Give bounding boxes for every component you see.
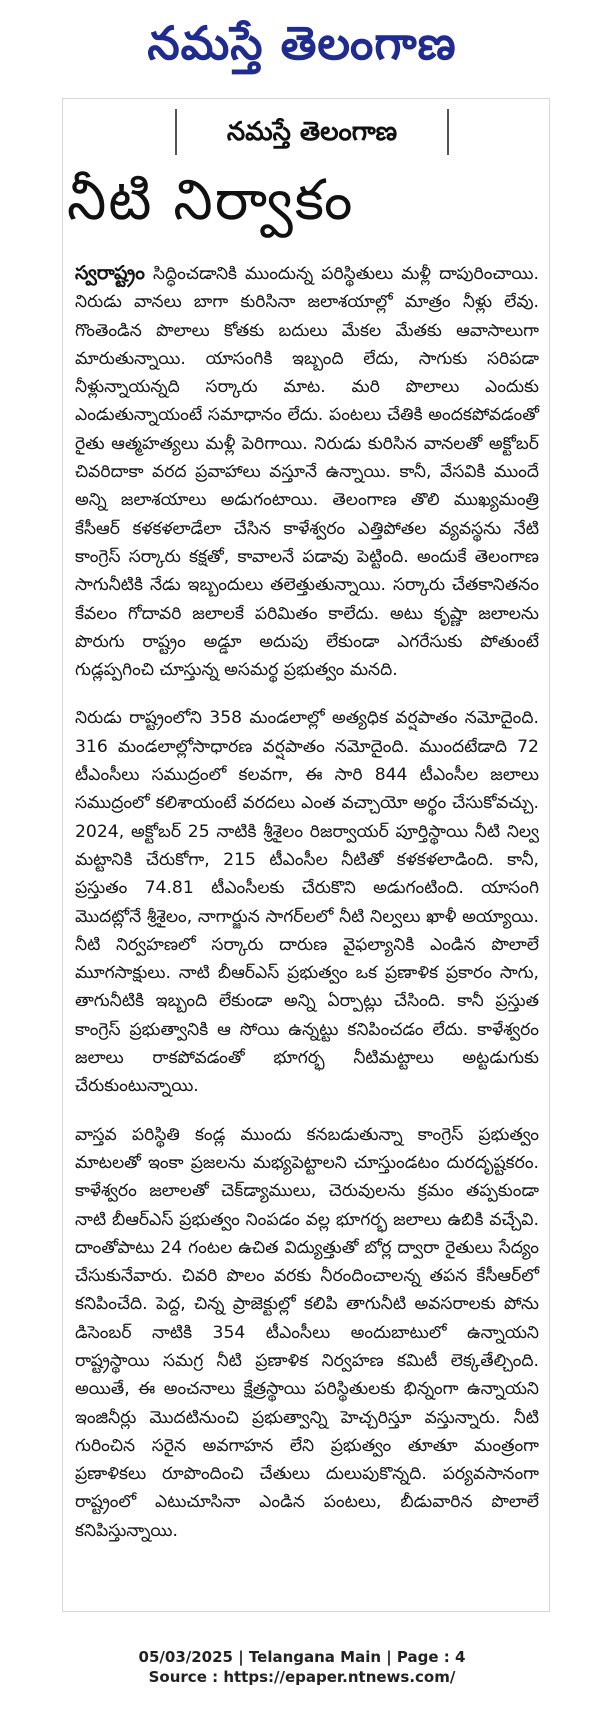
column-logo: నమస్తే తెలంగాణ xyxy=(226,117,398,147)
newspaper-logo: నమస్తే తెలంగాణ xyxy=(147,16,457,70)
lead-word: స్వరాష్ట్రం xyxy=(75,262,145,284)
column-header xyxy=(175,109,449,155)
footer-source: Source : https://epaper.ntnews.com/ xyxy=(148,1668,456,1686)
paragraph-1 xyxy=(75,259,539,684)
masthead xyxy=(0,0,604,86)
paragraph-3: వాస్తవ పరిస్థితి కండ్ల ముందు కనబడుతున్నా కాంగ్రెస్ ప్రభుత్వం మాటలతో ఇంకా ప్రజలను మభ్యపెట్టాలని చూస్తుండటం దురదృష్టకరం. కాళేశ్వరం జలాలతో చెక్‌డ్యాములు, చెరువులను క్రమం తప్పకుండా నాటి బీఆర్ఎస్ ప్రభుత్వం నింపడం వల్ల భూగర్భ జలాలు ఉబికి వచ్చేవి. దాంతోపాటు 24 గంటల ఉచిత విద్యుత్తుతో బోర్ల ద్వారా రైతులు సేద్యం చేసుకునేవారు. చివరి పొలం వరకు నీరందించాలన్న తపన కేసీఆర్‌లో కనిపించేది. పెద్ద, చిన్న ప్రాజెక్టుల్లో కలిపి తాగునీటి అవసరాలకు పోను డిసెంబర్ నాటికి 354 టీఎంసీలు అందుబాటులో ఉన్నాయని రాష్ట్రస్థాయి సమగ్ర నీటి ప్రణాళిక నిర్వహణ కమిటీ లెక్కతేల్చింది. అయితే, ఈ అంచనాలు క్షేత్రస్థాయి పరిస్థితులకు భిన్నంగా ఉన్నాయని ఇంజినీర్లు మొదటినుంచి ప్రభుత్వాన్ని హెచ్చరిస్తూ వస్తున్నారు. నీటి గురించిన సరైన అవగాహన లేని ప్రభుత్వం తూతూ మంత్రంగా ప్రణాళికలు రూపొందించి చేతులు దులుపుకొన్నది. పర్యవసానంగా రాష్ట్రంలో ఎటుచూసినా ఎండిన పంటలు, బీడువారిన పొలాలే కనిపిస్తున్నాయి. xyxy=(75,1124,539,1541)
paragraph-1-text: సిద్ధించడానికి ముందున్న పరిస్థితులు మళ్లీ దాపురించాయి. నిరుడు వానలు బాగా కురిసినా జలాశయాల్లో మాత్రం నీళ్లు లేవు. గొంతెండిన పొలాలు కోతకు బదులు మేకల మేతకు ఆవాసాలుగా మారుతున్నాయి. యాసంగికి ఇబ్బంది లేదు, సాగుకు సరిపడా నీళ్లున్నాయన్నది సర్కారు మాట. మరి పొలాలు ఎందుకు ఎండుతున్నాయంటే సమాధానం లేదు. పంటలు చేతికి అందకపోవడంతో రైతు ఆత్మహత్యలు మళ్లీ పెరిగాయి. నిరుడు కురిసిన వానలతో అక్టోబర్ చివరిదాకా వరద ప్రవాహాలు వస్తూనే ఉన్నాయి. కానీ, వేసవికి ముందే అన్ని జలాశయాలు అడుగంటాయి. తెలంగాణ తొలి ముఖ్యమంత్రి కేసీఆర్ కళకళలాడేలా చేసిన కాళేశ్వరం ఎత్తిపోతల వ్యవస్థను నేటి కాంగ్రెస్ సర్కారు కక్షతో, కావాలనే పడావు పెట్టింది. అందుకే తెలంగాణ సాగునీటికి నేడు ఇబ్బందులు తలెత్తుతున్నాయి. సర్కారు చేతకానితనం కేవలం గోదావరి జలాలకే పరిమితం కాలేదు. అటు కృష్ణా జలాలను పొరుగు రాష్ట్రం అడ్డూ అదుపు లేకుండా ఎగరేసుకు పోతుంటే గుడ్లప్పగించి చూస్తున్న అసమర్థ ప్రభుత్వం మనది. xyxy=(75,264,539,681)
article-clipping xyxy=(62,98,550,1612)
footer-date-page: 05/03/2025 | Telangana Main | Page : 4 xyxy=(138,1648,466,1666)
article-body xyxy=(75,259,539,1545)
headline: నీటి నిర్వాకం xyxy=(67,168,355,233)
footer xyxy=(0,1647,604,1687)
paragraph-2: నిరుడు రాష్ట్రంలోని 358 మండలాల్లో అత్యధిక వర్షపాతం నమోదైంది. 316 మండలాల్లోసాధారణ వర్షపాతం నమోదైంది. ముందటేడాది 72 టీఎంసీలు సముద్రంలో కలవగా, ఈ సారి 844 టీఎంసీల జలాలు సముద్రంలో కలిశాయంటే వరదలు ఎంత వచ్చాయో అర్థం చేసుకోవచ్చు. 2024, అక్టోబర్ 25 నాటికి శ్రీశైలం రిజర్వాయర్ పూర్తిస్థాయి నీటి నిల్వ మట్టానికి చేరుకోగా, 215 టీఎంసీల నీటితో కళకళలాడింది. కానీ, ప్రస్తుతం 74.81 టీఎంసీలకు చేరుకొని అడుగంటింది. యాసంగి మొదట్లోనే శ్రీశైలం, నాగార్జున సాగర్‌లలో నీటి నిల్వలు ఖాళీ అయ్యాయి. నీటి నిర్వహణలో సర్కారు దారుణ వైఫల్యానికి ఎండిన పొలాలే మూగసాక్షులు. నాటి బీఆర్ఎస్ ప్రభుత్వం ఒక ప్రణాళిక ప్రకారం సాగు, తాగునీటికి ఇబ్బంది లేకుండా అన్ని ఏర్పాట్లు చేసింది. కానీ ప్రస్తుత కాంగ్రెస్ ప్రభుత్వానికి ఆ సోయి ఉన్నట్టు కనిపించడం లేదు. కాళేశ్వరం జలాలు రాకపోవడంతో భూగర్భ నీటిమట్టాలు అట్టడుగుకు చేరుకుంటున్నాయి. xyxy=(75,708,539,1097)
